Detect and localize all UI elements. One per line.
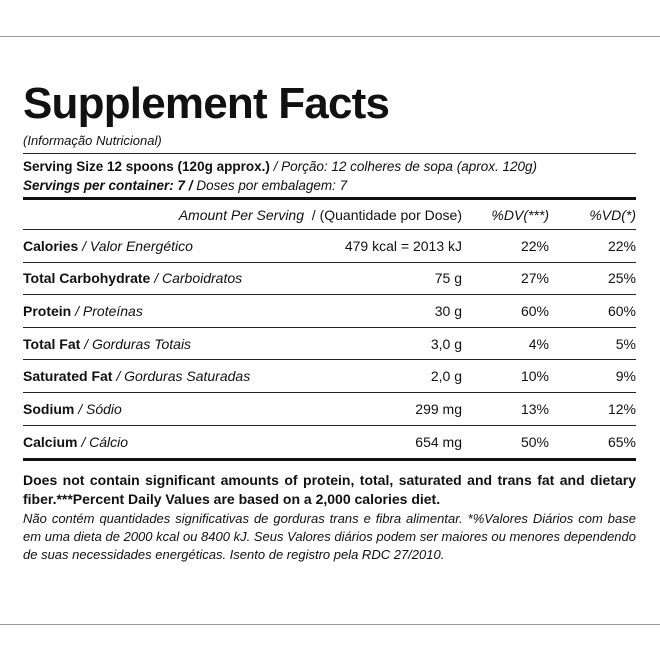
nutrient-label-pt: / Gorduras Totais xyxy=(80,335,192,352)
supplement-facts-panel xyxy=(23,78,636,564)
footnote-english: Does not contain significant amounts of protein, total, saturated and trans fat and dietary fiber.***Percent Daily Values are based on a 2,000 calories diet. xyxy=(23,472,636,508)
nutrient-vd: 5% xyxy=(615,335,636,352)
nutrient-label-pt: / Gorduras Saturadas xyxy=(112,368,251,385)
table-row-carbohydrate xyxy=(23,263,636,296)
nutrient-dv: 22% xyxy=(520,237,549,254)
top-border-line xyxy=(0,36,660,37)
nutrient-label-pt: / Carboidratos xyxy=(150,270,243,287)
nutrient-vd: 9% xyxy=(615,368,636,385)
footnote-portuguese: Não contém quantidades significativas de gorduras trans e fibra alimentar. *%Valores Diários com base em uma dieta de 2000 kcal ou 8400 kJ. Seus Valores diários podem ser maiores ou menores dependendo de suas necessidades energéticas. Isento de registro pela RDC 27/2010. xyxy=(23,511,636,563)
nutrient-amount: 75 g xyxy=(434,270,462,287)
nutrient-vd: 65% xyxy=(607,433,636,450)
dv-header: %DV(***) xyxy=(491,206,549,223)
panel-subtitle: (Informação Nutricional) xyxy=(23,133,162,148)
nutrient-label-pt: / Cálcio xyxy=(77,433,129,450)
nutrient-name xyxy=(23,238,278,254)
nutrient-dv: 13% xyxy=(520,400,549,417)
nutrient-label-pt: / Valor Energético xyxy=(78,237,193,254)
nutrient-amount: 2,0 g xyxy=(430,368,462,385)
panel-title: Supplement Facts xyxy=(23,79,390,128)
nutrient-dv: 60% xyxy=(520,302,549,319)
servings-per-container-label: Servings per container: 7 / xyxy=(23,178,193,193)
nutrient-vd: 22% xyxy=(607,237,636,254)
table-row-saturated-fat xyxy=(23,360,636,393)
nutrient-dv: 4% xyxy=(528,335,549,352)
nutrient-label-pt: / Proteínas xyxy=(71,302,143,319)
table-row-calories xyxy=(23,230,636,263)
nutrient-label-pt: / Sódio xyxy=(74,400,122,417)
nutrient-name xyxy=(23,434,278,450)
table-row-protein xyxy=(23,295,636,328)
servings-per-container-pt: Doses por embalagem: 7 xyxy=(192,178,348,193)
nutrient-name xyxy=(23,303,278,319)
title-divider xyxy=(23,153,636,154)
nutrient-name xyxy=(23,270,278,286)
nutrient-dv: 10% xyxy=(520,368,549,385)
nutrient-amount: 299 mg xyxy=(415,400,462,417)
serving-size-line xyxy=(23,157,636,176)
nutrient-amount: 30 g xyxy=(434,302,462,319)
nutrient-vd: 25% xyxy=(607,270,636,287)
bottom-border-line xyxy=(0,624,660,625)
table-header-row xyxy=(23,200,636,230)
serving-size-label: Serving Size 12 spoons (120g approx.) xyxy=(23,159,270,174)
nutrient-amount: 479 kcal = 2013 kJ xyxy=(344,237,462,254)
nutrient-label: Total Fat xyxy=(23,335,81,352)
nutrient-dv: 50% xyxy=(520,433,549,450)
nutrient-name xyxy=(23,368,278,384)
serving-size-pt: / Porção: 12 colheres de sopa (aprox. 120g) xyxy=(269,159,537,174)
nutrient-label: Total Carbohydrate xyxy=(23,270,151,287)
nutrient-label: Calories xyxy=(23,237,79,254)
footnote xyxy=(23,471,636,564)
nutrient-amount: 3,0 g xyxy=(430,335,462,352)
nutrient-label: Saturated Fat xyxy=(23,368,113,385)
table-row-total-fat xyxy=(23,328,636,361)
nutrient-name xyxy=(23,401,278,417)
nutrient-label: Sodium xyxy=(23,400,75,417)
table-row-sodium xyxy=(23,393,636,426)
nutrient-label: Calcium xyxy=(23,433,78,450)
nutrient-amount: 654 mg xyxy=(415,433,462,450)
table-row-calcium xyxy=(23,426,636,459)
amount-header-en: Amount Per Serving xyxy=(178,206,305,223)
servings-per-container-line xyxy=(23,176,636,195)
amount-header-pt: / (Quantidade por Dose) xyxy=(304,206,462,223)
nutrient-vd: 60% xyxy=(607,302,636,319)
vd-header: %VD(*) xyxy=(589,206,636,223)
nutrient-dv: 27% xyxy=(520,270,549,287)
amount-per-serving-header xyxy=(23,207,462,223)
nutrient-vd: 12% xyxy=(607,400,636,417)
nutrient-label: Protein xyxy=(23,302,72,319)
table-bottom-divider xyxy=(23,458,636,461)
nutrient-name xyxy=(23,336,278,352)
